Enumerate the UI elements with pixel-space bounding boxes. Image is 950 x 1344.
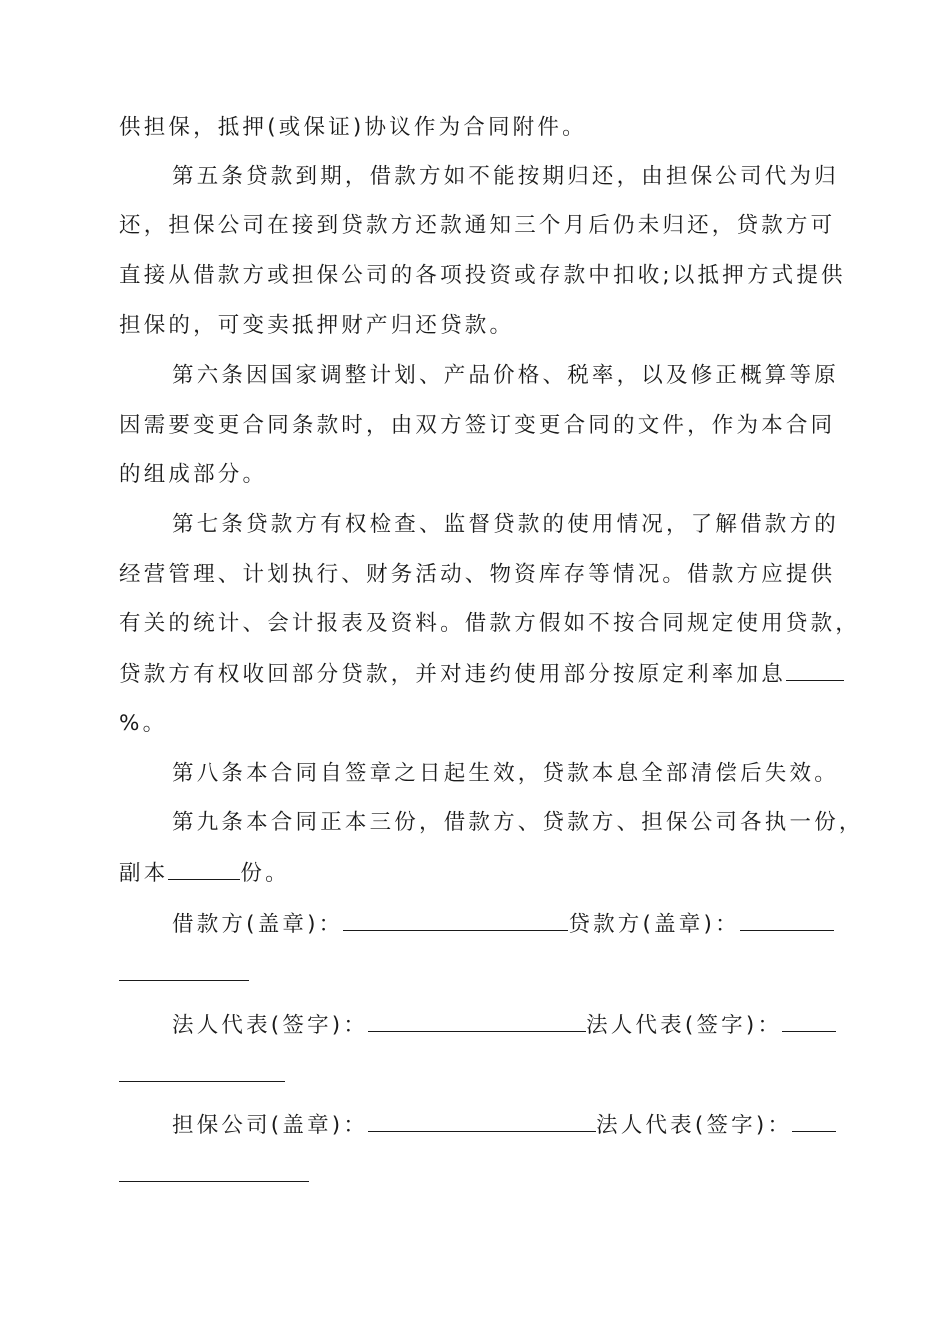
signature-row-2 [172,1011,836,1040]
legal-rep-label: 法人代表(签字)： [586,1013,783,1038]
lender-seal-label: 贷款方(盖章)： [568,912,740,937]
legal-rep-blank [368,1011,586,1032]
signature-row-3 [172,1111,836,1140]
legal-rep-blank-continued [119,1061,285,1082]
blank-field [786,660,844,681]
signature-row-1-continued [119,960,249,989]
borrower-seal-label: 借款方(盖章)： [172,912,344,937]
paragraph-line: 直接从借款方或担保公司的各项投资或存款中扣收;以抵押方式提供 [119,263,846,288]
clause-8-line: 第八条本合同自签章之日起生效，贷款本息全部清偿后失效。 [172,761,839,786]
legal-rep-blank [782,1011,836,1032]
blank-field [168,859,240,880]
paragraph-line: 供担保，抵押(或保证)协议作为合同附件。 [119,115,587,140]
paragraph-line: 经营管理、计划执行、财务活动、物资库存等情况。借款方应提供 [119,562,836,587]
clause-6-line: 第六条因国家调整计划、产品价格、税率，以及修正概算等原 [172,363,839,388]
paragraph-text: 贷款方有权收回部分贷款，并对违约使用部分按原定利率加息 [119,662,786,687]
paragraph-line: 担保的，可变卖抵押财产归还贷款。 [119,313,515,338]
guarantor-seal-blank [368,1111,596,1132]
lender-seal-blank [740,910,834,931]
signature-row-3-continued [119,1161,309,1190]
paragraph-line: 的组成部分。 [119,462,268,487]
signature-row-2-continued [119,1061,285,1090]
legal-rep-blank [792,1111,836,1132]
clause-5-line: 第五条贷款到期，借款方如不能按期归还，由担保公司代为归 [172,164,839,189]
paragraph-line: 因需要变更合同条款时，由双方签订变更合同的文件，作为本合同 [119,413,836,438]
lender-seal-blank-continued [119,960,249,981]
guarantor-seal-label: 担保公司(盖章)： [172,1113,369,1138]
paragraph-text: 副本 [119,861,169,886]
borrower-seal-blank [343,910,568,931]
clause-7-line: 第七条贷款方有权检查、监督贷款的使用情况，了解借款方的 [172,512,839,537]
paragraph-line: %。 [119,711,168,736]
clause-9-line: 第九条本合同正本三份，借款方、贷款方、担保公司各执一份， [172,810,864,835]
paragraph-line [119,859,290,888]
paragraph-line: 还，担保公司在接到贷款方还款通知三个月后仍未归还，贷款方可 [119,213,836,238]
legal-rep-label: 法人代表(签字)： [596,1113,793,1138]
paragraph-line: 有关的统计、会计报表及资料。借款方假如不按合同规定使用贷款， [119,611,861,636]
legal-rep-blank-continued [119,1161,309,1182]
signature-row-1 [172,910,834,939]
paragraph-line [119,660,844,689]
legal-rep-label: 法人代表(签字)： [172,1013,369,1038]
paragraph-text: 份。 [240,861,290,886]
